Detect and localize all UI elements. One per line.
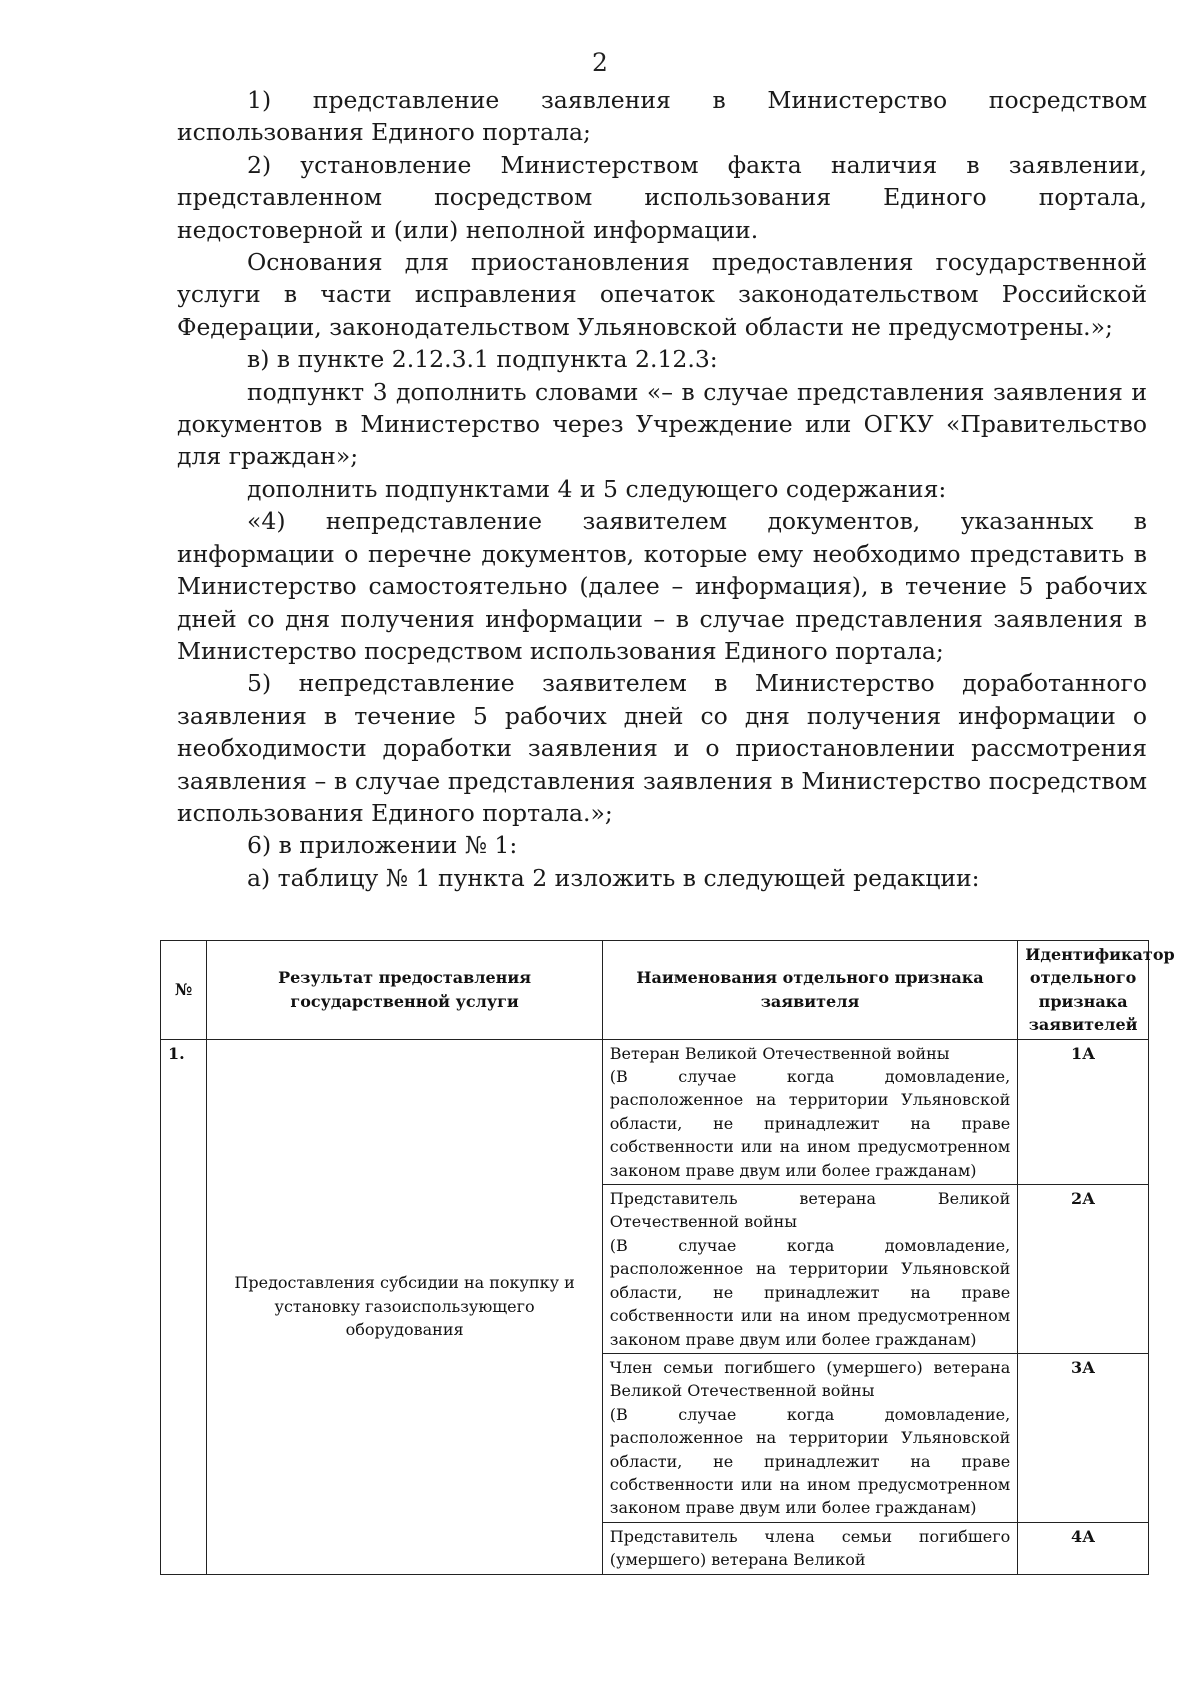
criterion-identifier: 3А [1018, 1353, 1149, 1522]
header-num: № [161, 941, 207, 1040]
paragraph: в) в пункте 2.12.3.1 подпункта 2.12.3: [247, 345, 718, 374]
criterion-cell [602, 1185, 1017, 1354]
table-row [161, 1039, 1149, 1184]
paragraph: 2) установление Министерством факта наличия в заявлении, представленном посредством использования Единого портала, недостоверной и (или) неполной информации. [177, 150, 1147, 244]
paragraph: Основания для приостановления предоставления государственной услуги в части исправления опечаток законодательством Российской Федерации, законодательством Ульяновской области не предусмотрены.»; [177, 248, 1147, 341]
header-criterion: Наименования отдельного признака заявителя [602, 941, 1017, 1040]
criterion-cell [602, 1039, 1017, 1184]
paragraph: 1) представление заявления в Министерство посредством использования Единого портала; [177, 86, 1147, 147]
criterion-title: Представитель ветерана Великой Отечественной войны [609, 1189, 1011, 1232]
criterion-title: Ветеран Великой Отечественной войны [609, 1043, 950, 1063]
applicant-criteria-table [160, 940, 1175, 1575]
criterion-identifier: 2А [1018, 1185, 1149, 1354]
paragraph: дополнить подпунктами 4 и 5 следующего содержания: [247, 474, 947, 503]
paragraph: 5) непредставление заявителем в Министерство доработанного заявления в течение 5 рабочих дней со дня получения информации о необходимости доработки заявления и о приостановлении рассмотрения заявления – в случае представления заявления в Министерство посредством использования Единого портала.»; [177, 669, 1147, 827]
row-number: 1. [161, 1039, 207, 1574]
page-number: 2 [592, 48, 608, 77]
paragraph: 6) в приложении № 1: [247, 831, 518, 860]
criterion-title: Представитель члена семьи погибшего (умершего) ветерана Великой [609, 1526, 1011, 1570]
header-identifier: Идентификатор отдельного признака заявителей [1018, 941, 1149, 1040]
paragraph: а) таблицу № 1 пункта 2 изложить в следующей редакции: [247, 863, 980, 892]
criterion-cell [602, 1353, 1017, 1522]
criterion-identifier: 4А [1018, 1522, 1149, 1574]
service-result: Предоставления субсидии на покупку и установку газоиспользующего оборудования [207, 1039, 602, 1574]
criterion-note: (В случае когда домовладение, расположенное на территории Ульяновской области, не принадлежит на праве собственности или на ином предусмотренном законом праве двум или более гражданам) [609, 1404, 1011, 1518]
paragraph: «4) непредставление заявителем документов, указанных в информации о перечне документов, которые ему необходимо представить в Министерство самостоятельно (далее – информация), в течение 5 рабочих дней со дня получения информации – в случае представления заявления в Министерство посредством использования Единого портала; [177, 507, 1147, 665]
criterion-note: (В случае когда домовладение, расположенное на территории Ульяновской области, не принадлежит на праве собственности или на ином предусмотренном законом праве двум или более гражданам) [609, 1235, 1011, 1349]
criterion-note: (В случае когда домовладение, расположенное на территории Ульяновской области, не принадлежит на праве собственности или на ином предусмотренном законом праве двум или более гражданам) [609, 1067, 1011, 1180]
header-result: Результат предоставления государственной услуги [207, 941, 602, 1040]
criterion-identifier: 1А [1018, 1039, 1149, 1184]
document-body [177, 84, 1147, 894]
table-header-row [161, 941, 1149, 1040]
criterion-title: Член семьи погибшего (умершего) ветерана Великой Отечественной войны [609, 1357, 1011, 1401]
criterion-cell [602, 1522, 1017, 1574]
paragraph: подпункт 3 дополнить словами «– в случае представления заявления и документов в Министерство через Учреждение или ОГКУ «Правительство для граждан»; [177, 377, 1147, 471]
